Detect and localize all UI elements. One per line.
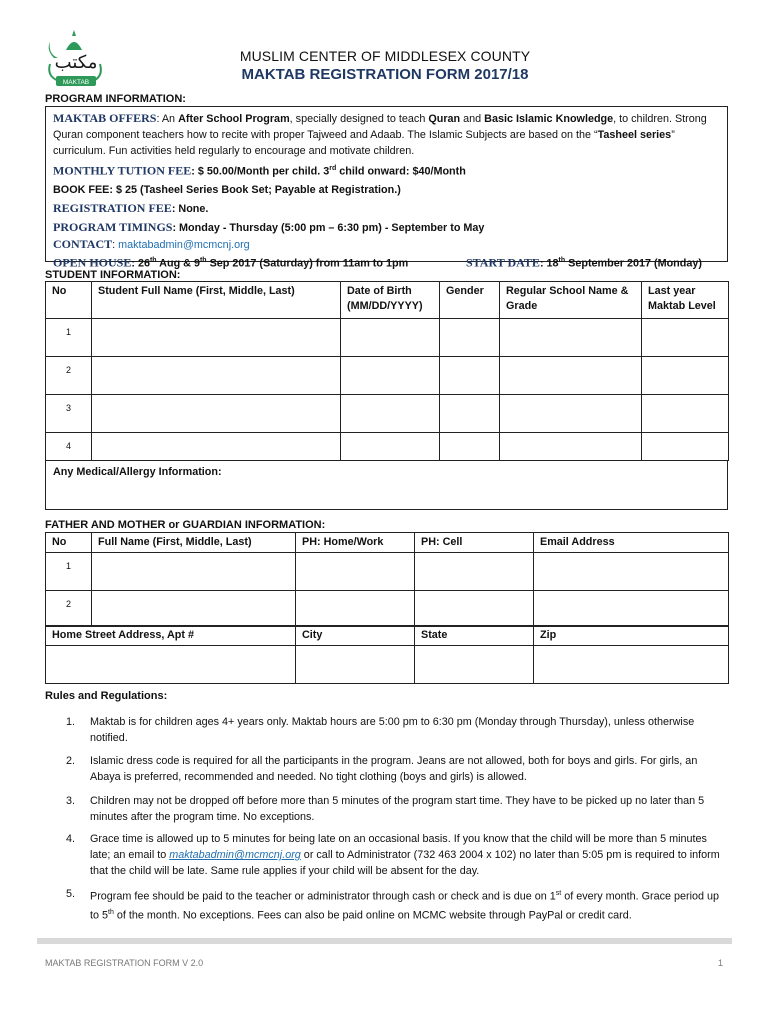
- rule-item: [66, 753, 728, 785]
- address-header-state: State: [415, 626, 534, 646]
- rule-text-part: of every month. Grace period up to 5: [90, 890, 720, 922]
- offers-text-3: and: [460, 113, 485, 125]
- student-name-field[interactable]: [92, 433, 341, 461]
- open-house-text-3: Sep 2017 (Saturday) from 11am to 1pm: [206, 257, 409, 270]
- student-header-school: Regular School Name & Grade: [500, 282, 642, 319]
- monthly-fee-sup: rd: [329, 165, 337, 172]
- form-title: MAKTAB REGISTRATION FORM 2017/18: [241, 66, 529, 83]
- student-level-field[interactable]: [642, 433, 729, 461]
- parent-name-field[interactable]: [92, 553, 296, 591]
- student-school-field[interactable]: [500, 357, 642, 395]
- rule-text: Islamic dress code is required for all the participants in the program. Jeans are not allowed, both for boys and girls. For girls, an Abaya is preferred, recommended and needed. No tight clothing (boys and girls) is allowed.: [90, 755, 698, 783]
- book-fee-label: BOOK FEE: [53, 183, 110, 196]
- contact-email-link[interactable]: maktabadmin@mcmcnj.org: [118, 238, 250, 251]
- student-gender-field[interactable]: [440, 395, 500, 433]
- rule-sup: th: [108, 908, 114, 916]
- street-address-field[interactable]: [46, 646, 296, 684]
- student-row: [46, 395, 729, 433]
- start-date-label: START DATE: [466, 255, 540, 270]
- contact-sep: :: [112, 238, 119, 251]
- parent-header-cell: PH: Cell: [415, 533, 534, 553]
- address-table: [45, 625, 729, 684]
- parent-header-name: Full Name (First, Middle, Last): [92, 533, 296, 553]
- footer-version: MAKTAB REGISTRATION FORM V 2.0: [45, 958, 204, 968]
- student-name-field[interactable]: [92, 395, 341, 433]
- rule-text: [90, 831, 728, 879]
- parent-row-number: 1: [46, 553, 92, 591]
- address-header-row: [46, 626, 729, 646]
- rule-number: 5.: [66, 888, 76, 900]
- parent-cell-field[interactable]: [415, 553, 534, 591]
- student-dob-field[interactable]: [341, 319, 440, 357]
- student-gender-field[interactable]: [440, 433, 500, 461]
- rule-text: Children may not be dropped off before more than 5 minutes of the program start time. They have to be picked up no later than 5 minutes after the program time. No exceptions.: [90, 795, 705, 823]
- offers-line2-text: Quran component teachers how to recite with proper Tajweed and Adaab. The Islamic Subjects are based on the “: [53, 129, 598, 141]
- open-house-text: : 26: [131, 257, 150, 270]
- parent-header-email: Email Address: [534, 533, 729, 553]
- student-name-field[interactable]: [92, 319, 341, 357]
- student-name-field[interactable]: [92, 357, 341, 395]
- parent-home-phone-field[interactable]: [296, 591, 415, 627]
- student-header-dob: Date of Birth (MM/DD/YYYY): [341, 282, 440, 319]
- parent-info-label: FATHER AND MOTHER or GUARDIAN INFORMATION:: [45, 519, 326, 531]
- state-field[interactable]: [415, 646, 534, 684]
- parent-header-row: [46, 533, 729, 553]
- rule-text-part: Grace time is allowed up to 5 minutes for being late on an occasional basis. If you know that the child will be more than 5 minutes late; an email to: [90, 833, 707, 861]
- rule-sup: st: [555, 890, 562, 897]
- logo-text: MAKTAB: [62, 79, 90, 86]
- monthly-fee-text-2: child onward: $40/Month: [336, 165, 466, 178]
- city-field[interactable]: [296, 646, 415, 684]
- rule-number: 4.: [66, 833, 76, 845]
- registration-fee-label: REGISTRATION FEE: [53, 200, 172, 215]
- student-dob-field[interactable]: [341, 433, 440, 461]
- monthly-fee-text: : $ 50.00/Month per child. 3: [191, 165, 330, 178]
- offers-text: : An: [156, 113, 179, 125]
- rule-text-part: of the month. No exceptions. Fees can also be paid online on MCMC website through PayPal or credit card.: [113, 909, 632, 922]
- rule-number: 2.: [66, 755, 76, 767]
- page-number: 1: [718, 958, 724, 968]
- start-date: [466, 253, 702, 272]
- student-header-gender: Gender: [440, 282, 500, 319]
- open-house-text-2: Aug & 9: [156, 257, 200, 270]
- rules-title: Rules and Regulations:: [45, 690, 168, 702]
- open-house-sup2: th: [199, 256, 207, 264]
- student-row-number: 2: [46, 357, 92, 395]
- parent-email-field[interactable]: [534, 553, 729, 591]
- student-level-field[interactable]: [642, 395, 729, 433]
- student-row: [46, 357, 729, 395]
- student-row-number: 1: [46, 319, 92, 357]
- tasheel-series: Tasheel series: [597, 129, 672, 141]
- student-table: [45, 281, 729, 461]
- address-header-zip: Zip: [534, 626, 729, 646]
- program-info-label: PROGRAM INFORMATION:: [45, 93, 186, 105]
- offers-line: [53, 110, 720, 127]
- offers-line-2: [53, 127, 720, 143]
- offers-text-4: , to children. Strong: [613, 113, 707, 125]
- offers-line-3: curriculum. Fun activities held regularly to encourage and motivate children.: [53, 145, 415, 157]
- rule-item: [66, 793, 728, 825]
- program-info-box: [45, 106, 728, 270]
- start-date-text-2: September 2017 (Monday): [565, 257, 702, 270]
- start-date-sup: th: [558, 256, 566, 264]
- rule-text: Maktab is for children ages 4+ years only. Maktab hours are 5:00 pm to 6:30 pm (Monday through Thursday), unless otherwise notified.: [90, 716, 695, 744]
- rule-text: [90, 886, 728, 923]
- book-fee-line: [53, 182, 720, 198]
- student-row-number: 4: [46, 433, 92, 461]
- student-school-field[interactable]: [500, 395, 642, 433]
- parent-header-home-phone: PH: Home/Work: [296, 533, 415, 553]
- student-level-field[interactable]: [642, 357, 729, 395]
- rule-number: 1.: [66, 716, 76, 728]
- rule-item: [66, 831, 728, 879]
- admin-email-link[interactable]: maktabadmin@mcmcnj.org: [169, 849, 301, 861]
- parent-home-phone-field[interactable]: [296, 553, 415, 591]
- offers-quran: Quran: [428, 113, 461, 125]
- registration-fee-line: [53, 200, 720, 217]
- program-timings-line: [53, 219, 720, 236]
- offers-text-2: , specially designed to teach: [289, 113, 429, 125]
- rule-text-part: Program fee should be paid to the teacher or administrator through cash or check and is due on 1: [90, 890, 556, 903]
- address-header-city: City: [296, 626, 415, 646]
- student-dob-field[interactable]: [341, 395, 440, 433]
- book-fee-text: : $ 25 (Tasheel Series Book Set; Payable at Registration.): [109, 183, 401, 196]
- rule-number: 3.: [66, 795, 76, 807]
- org-name: MUSLIM CENTER OF MIDDLESEX COUNTY: [239, 48, 531, 64]
- student-row: [46, 319, 729, 357]
- offers-basic-knowledge: Basic Islamic Knowledge: [484, 113, 614, 125]
- student-school-field[interactable]: [500, 433, 642, 461]
- open-house-sup1: th: [149, 256, 157, 264]
- rule-item: [66, 714, 728, 746]
- student-header-last-level: Last year Maktab Level: [642, 282, 729, 319]
- rule-item: [66, 886, 728, 923]
- student-header-no: No: [46, 282, 92, 319]
- student-gender-field[interactable]: [440, 357, 500, 395]
- parent-row-number: 2: [46, 591, 92, 627]
- monthly-fee-line: [53, 161, 720, 180]
- address-header-street: Home Street Address, Apt #: [46, 626, 296, 646]
- parent-row: [46, 553, 729, 591]
- medical-allergy-field[interactable]: [45, 460, 728, 510]
- address-row: [46, 646, 729, 684]
- open-house-label: OPEN HOUSE: [53, 255, 132, 270]
- student-row-number: 3: [46, 395, 92, 433]
- program-timings-label: PROGRAM TIMINGS: [53, 219, 173, 234]
- monthly-fee-label: MONTHLY TUTION FEE: [53, 163, 192, 178]
- program-timings-text: : Monday - Thursday (5:00 pm – 6:30 pm) - September to May: [172, 221, 485, 234]
- parent-header-no: No: [46, 533, 92, 553]
- medical-allergy-label: Any Medical/Allergy Information:: [53, 466, 222, 478]
- parent-cell-field[interactable]: [415, 591, 534, 627]
- start-date-text: : 18: [539, 257, 559, 270]
- offers-line2-end: ”: [671, 129, 675, 141]
- offers-label: MAKTAB OFFERS: [53, 111, 157, 125]
- student-school-field[interactable]: [500, 319, 642, 357]
- contact-label: CONTACT: [53, 236, 113, 251]
- contact-line: [53, 236, 720, 253]
- student-row: [46, 433, 729, 461]
- parent-table: [45, 532, 729, 627]
- student-dob-field[interactable]: [341, 357, 440, 395]
- student-gender-field[interactable]: [440, 319, 500, 357]
- student-header-name: Student Full Name (First, Middle, Last): [92, 282, 341, 319]
- parent-row: [46, 591, 729, 627]
- student-info-label: STUDENT INFORMATION:: [45, 269, 181, 281]
- offers-after-school: After School Program: [178, 113, 290, 125]
- logo-arabic: مكتب: [54, 52, 98, 73]
- parent-email-field[interactable]: [534, 591, 729, 627]
- rule-text-part: or call to Administrator (732 463 2004 x 102) no later than 5:05 pm is required to inform that the child will be late. Same rule applies if your child will be absent for the day.: [90, 849, 720, 877]
- zip-field[interactable]: [534, 646, 729, 684]
- student-header-row: [46, 282, 729, 319]
- registration-fee-text: : None.: [171, 202, 209, 215]
- footer-divider: [37, 938, 732, 944]
- student-level-field[interactable]: [642, 319, 729, 357]
- parent-name-field[interactable]: [92, 591, 296, 627]
